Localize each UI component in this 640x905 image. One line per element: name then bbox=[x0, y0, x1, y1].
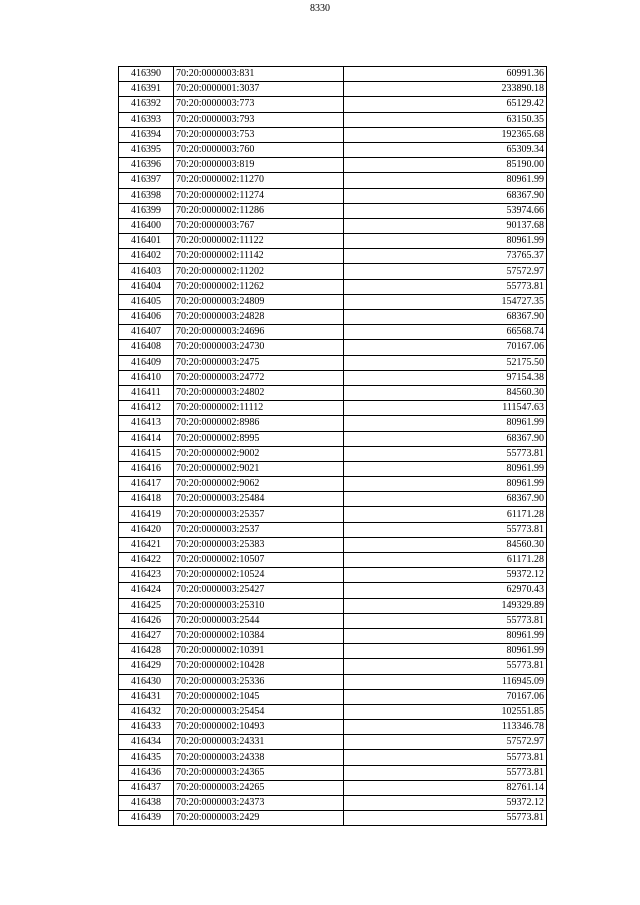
value-cell: 80961.99 bbox=[344, 461, 547, 476]
value-cell: 102551.85 bbox=[344, 704, 547, 719]
row-number-cell: 416433 bbox=[119, 720, 174, 735]
value-cell: 63150.35 bbox=[344, 112, 547, 127]
cadastral-number-cell: 70:20:0000002:11286 bbox=[174, 203, 344, 218]
cadastral-number-cell: 70:20:0000003:24802 bbox=[174, 385, 344, 400]
cadastral-number-cell: 70:20:0000002:1045 bbox=[174, 689, 344, 704]
value-cell: 59372.12 bbox=[344, 796, 547, 811]
row-number-cell: 416399 bbox=[119, 203, 174, 218]
cadastral-number-cell: 70:20:0000003:24331 bbox=[174, 735, 344, 750]
cadastral-number-cell: 70:20:0000003:24696 bbox=[174, 325, 344, 340]
row-number-cell: 416429 bbox=[119, 659, 174, 674]
row-number-cell: 416409 bbox=[119, 355, 174, 370]
row-number-cell: 416426 bbox=[119, 613, 174, 628]
table-row bbox=[119, 461, 547, 476]
cadastral-number-cell: 70:20:0000003:24365 bbox=[174, 765, 344, 780]
table-row bbox=[119, 583, 547, 598]
value-cell: 55773.81 bbox=[344, 765, 547, 780]
table-row bbox=[119, 249, 547, 264]
value-cell: 97154.38 bbox=[344, 370, 547, 385]
cadastral-number-cell: 70:20:0000002:10384 bbox=[174, 628, 344, 643]
cadastral-number-cell: 70:20:0000003:24828 bbox=[174, 310, 344, 325]
value-cell: 68367.90 bbox=[344, 492, 547, 507]
cadastral-number-cell: 70:20:0000001:3037 bbox=[174, 82, 344, 97]
table-row bbox=[119, 401, 547, 416]
value-cell: 233890.18 bbox=[344, 82, 547, 97]
value-cell: 84560.30 bbox=[344, 537, 547, 552]
row-number-cell: 416405 bbox=[119, 294, 174, 309]
cadastral-number-cell: 70:20:0000003:24265 bbox=[174, 780, 344, 795]
cadastral-number-cell: 70:20:0000002:11202 bbox=[174, 264, 344, 279]
cadastral-number-cell: 70:20:0000002:9021 bbox=[174, 461, 344, 476]
table-row bbox=[119, 97, 547, 112]
cadastral-number-cell: 70:20:0000003:773 bbox=[174, 97, 344, 112]
table-row bbox=[119, 82, 547, 97]
table-row bbox=[119, 704, 547, 719]
cadastral-number-cell: 70:20:0000002:8995 bbox=[174, 431, 344, 446]
table-row bbox=[119, 325, 547, 340]
table-row bbox=[119, 492, 547, 507]
cadastral-number-cell: 70:20:0000002:10391 bbox=[174, 644, 344, 659]
row-number-cell: 416420 bbox=[119, 522, 174, 537]
cadastral-number-cell: 70:20:0000002:10524 bbox=[174, 568, 344, 583]
table-row bbox=[119, 765, 547, 780]
table-row bbox=[119, 720, 547, 735]
cadastral-number-cell: 70:20:0000003:25427 bbox=[174, 583, 344, 598]
value-cell: 57572.97 bbox=[344, 735, 547, 750]
table-row bbox=[119, 142, 547, 157]
table-row bbox=[119, 811, 547, 826]
cadastral-number-cell: 70:20:0000003:2537 bbox=[174, 522, 344, 537]
row-number-cell: 416417 bbox=[119, 477, 174, 492]
cadastral-number-cell: 70:20:0000002:10493 bbox=[174, 720, 344, 735]
value-cell: 61171.28 bbox=[344, 507, 547, 522]
value-cell: 55773.81 bbox=[344, 279, 547, 294]
row-number-cell: 416403 bbox=[119, 264, 174, 279]
value-cell: 55773.81 bbox=[344, 659, 547, 674]
row-number-cell: 416393 bbox=[119, 112, 174, 127]
page-number: 8330 bbox=[310, 3, 330, 14]
cadastral-number-cell: 70:20:0000002:11122 bbox=[174, 234, 344, 249]
cadastral-number-cell: 70:20:0000003:2544 bbox=[174, 613, 344, 628]
row-number-cell: 416434 bbox=[119, 735, 174, 750]
cadastral-number-cell: 70:20:0000003:24373 bbox=[174, 796, 344, 811]
row-number-cell: 416418 bbox=[119, 492, 174, 507]
cadastral-number-cell: 70:20:0000002:11270 bbox=[174, 173, 344, 188]
cadastral-number-cell: 70:20:0000003:767 bbox=[174, 218, 344, 233]
row-number-cell: 416411 bbox=[119, 385, 174, 400]
table-row bbox=[119, 613, 547, 628]
cadastral-number-cell: 70:20:0000003:760 bbox=[174, 142, 344, 157]
cadastral-number-cell: 70:20:0000003:793 bbox=[174, 112, 344, 127]
value-cell: 55773.81 bbox=[344, 613, 547, 628]
cadastral-number-cell: 70:20:0000003:25484 bbox=[174, 492, 344, 507]
table-row bbox=[119, 689, 547, 704]
table-row bbox=[119, 553, 547, 568]
table-row bbox=[119, 355, 547, 370]
row-number-cell: 416423 bbox=[119, 568, 174, 583]
table-row bbox=[119, 750, 547, 765]
cadastral-number-cell: 70:20:0000002:11112 bbox=[174, 401, 344, 416]
table-row bbox=[119, 203, 547, 218]
cadastral-number-cell: 70:20:0000003:25383 bbox=[174, 537, 344, 552]
table-row bbox=[119, 674, 547, 689]
row-number-cell: 416394 bbox=[119, 127, 174, 142]
value-cell: 80961.99 bbox=[344, 644, 547, 659]
row-number-cell: 416415 bbox=[119, 446, 174, 461]
cadastral-number-cell: 70:20:0000002:9062 bbox=[174, 477, 344, 492]
row-number-cell: 416391 bbox=[119, 82, 174, 97]
value-cell: 70167.06 bbox=[344, 689, 547, 704]
row-number-cell: 416439 bbox=[119, 811, 174, 826]
row-number-cell: 416414 bbox=[119, 431, 174, 446]
table-row bbox=[119, 628, 547, 643]
table-row bbox=[119, 522, 547, 537]
cadastral-number-cell: 70:20:0000003:25454 bbox=[174, 704, 344, 719]
table-row bbox=[119, 735, 547, 750]
value-cell: 59372.12 bbox=[344, 568, 547, 583]
cadastral-number-cell: 70:20:0000003:24809 bbox=[174, 294, 344, 309]
row-number-cell: 416431 bbox=[119, 689, 174, 704]
table-row bbox=[119, 310, 547, 325]
table-row bbox=[119, 188, 547, 203]
row-number-cell: 416402 bbox=[119, 249, 174, 264]
cadastral-number-cell: 70:20:0000002:11142 bbox=[174, 249, 344, 264]
table-row bbox=[119, 598, 547, 613]
table-row bbox=[119, 158, 547, 173]
row-number-cell: 416412 bbox=[119, 401, 174, 416]
table-row bbox=[119, 537, 547, 552]
cadastral-number-cell: 70:20:0000003:25336 bbox=[174, 674, 344, 689]
value-cell: 68367.90 bbox=[344, 431, 547, 446]
table-row bbox=[119, 340, 547, 355]
row-number-cell: 416422 bbox=[119, 553, 174, 568]
row-number-cell: 416430 bbox=[119, 674, 174, 689]
table-row bbox=[119, 264, 547, 279]
row-number-cell: 416401 bbox=[119, 234, 174, 249]
table-row bbox=[119, 431, 547, 446]
value-cell: 61171.28 bbox=[344, 553, 547, 568]
cadastral-number-cell: 70:20:0000002:11274 bbox=[174, 188, 344, 203]
value-cell: 65309.34 bbox=[344, 142, 547, 157]
row-number-cell: 416396 bbox=[119, 158, 174, 173]
row-number-cell: 416421 bbox=[119, 537, 174, 552]
cadastral-number-cell: 70:20:0000003:2475 bbox=[174, 355, 344, 370]
value-cell: 116945.09 bbox=[344, 674, 547, 689]
value-cell: 80961.99 bbox=[344, 416, 547, 431]
cadastral-number-cell: 70:20:0000003:819 bbox=[174, 158, 344, 173]
value-cell: 80961.99 bbox=[344, 628, 547, 643]
table-row bbox=[119, 234, 547, 249]
value-cell: 90137.68 bbox=[344, 218, 547, 233]
row-number-cell: 416436 bbox=[119, 765, 174, 780]
value-cell: 111547.63 bbox=[344, 401, 547, 416]
row-number-cell: 416398 bbox=[119, 188, 174, 203]
value-cell: 57572.97 bbox=[344, 264, 547, 279]
table-row bbox=[119, 644, 547, 659]
value-cell: 113346.78 bbox=[344, 720, 547, 735]
table-row bbox=[119, 67, 547, 82]
table-row bbox=[119, 416, 547, 431]
value-cell: 60991.36 bbox=[344, 67, 547, 82]
table-row bbox=[119, 294, 547, 309]
row-number-cell: 416427 bbox=[119, 628, 174, 643]
row-number-cell: 416424 bbox=[119, 583, 174, 598]
cadastral-number-cell: 70:20:0000002:11262 bbox=[174, 279, 344, 294]
row-number-cell: 416397 bbox=[119, 173, 174, 188]
value-cell: 192365.68 bbox=[344, 127, 547, 142]
value-cell: 82761.14 bbox=[344, 780, 547, 795]
row-number-cell: 416408 bbox=[119, 340, 174, 355]
value-cell: 73765.37 bbox=[344, 249, 547, 264]
table-row bbox=[119, 218, 547, 233]
cadastral-number-cell: 70:20:0000002:8986 bbox=[174, 416, 344, 431]
cadastral-number-cell: 70:20:0000003:831 bbox=[174, 67, 344, 82]
row-number-cell: 416395 bbox=[119, 142, 174, 157]
row-number-cell: 416390 bbox=[119, 67, 174, 82]
table-row bbox=[119, 279, 547, 294]
cadastral-number-cell: 70:20:0000002:10507 bbox=[174, 553, 344, 568]
row-number-cell: 416400 bbox=[119, 218, 174, 233]
cadastral-number-cell: 70:20:0000002:10428 bbox=[174, 659, 344, 674]
value-cell: 55773.81 bbox=[344, 750, 547, 765]
table-row bbox=[119, 385, 547, 400]
cadastral-number-cell: 70:20:0000003:25310 bbox=[174, 598, 344, 613]
value-cell: 70167.06 bbox=[344, 340, 547, 355]
data-table bbox=[118, 66, 547, 826]
value-cell: 55773.81 bbox=[344, 446, 547, 461]
cadastral-number-cell: 70:20:0000003:753 bbox=[174, 127, 344, 142]
row-number-cell: 416432 bbox=[119, 704, 174, 719]
row-number-cell: 416435 bbox=[119, 750, 174, 765]
value-cell: 80961.99 bbox=[344, 173, 547, 188]
row-number-cell: 416410 bbox=[119, 370, 174, 385]
value-cell: 68367.90 bbox=[344, 310, 547, 325]
row-number-cell: 416419 bbox=[119, 507, 174, 522]
value-cell: 154727.35 bbox=[344, 294, 547, 309]
value-cell: 65129.42 bbox=[344, 97, 547, 112]
row-number-cell: 416416 bbox=[119, 461, 174, 476]
table-row bbox=[119, 127, 547, 142]
row-number-cell: 416407 bbox=[119, 325, 174, 340]
row-number-cell: 416437 bbox=[119, 780, 174, 795]
cadastral-number-cell: 70:20:0000003:24772 bbox=[174, 370, 344, 385]
value-cell: 85190.00 bbox=[344, 158, 547, 173]
table-row bbox=[119, 173, 547, 188]
table-row bbox=[119, 796, 547, 811]
value-cell: 52175.50 bbox=[344, 355, 547, 370]
value-cell: 149329.89 bbox=[344, 598, 547, 613]
value-cell: 84560.30 bbox=[344, 385, 547, 400]
value-cell: 62970.43 bbox=[344, 583, 547, 598]
value-cell: 68367.90 bbox=[344, 188, 547, 203]
row-number-cell: 416413 bbox=[119, 416, 174, 431]
row-number-cell: 416425 bbox=[119, 598, 174, 613]
cadastral-number-cell: 70:20:0000002:9002 bbox=[174, 446, 344, 461]
value-cell: 55773.81 bbox=[344, 522, 547, 537]
table-row bbox=[119, 112, 547, 127]
table-row bbox=[119, 477, 547, 492]
table-row bbox=[119, 780, 547, 795]
row-number-cell: 416428 bbox=[119, 644, 174, 659]
table-body bbox=[119, 67, 547, 826]
cadastral-number-cell: 70:20:0000003:2429 bbox=[174, 811, 344, 826]
table-row bbox=[119, 370, 547, 385]
value-cell: 55773.81 bbox=[344, 811, 547, 826]
cadastral-number-cell: 70:20:0000003:25357 bbox=[174, 507, 344, 522]
value-cell: 80961.99 bbox=[344, 477, 547, 492]
table-row bbox=[119, 446, 547, 461]
cadastral-number-cell: 70:20:0000003:24338 bbox=[174, 750, 344, 765]
cadastral-number-cell: 70:20:0000003:24730 bbox=[174, 340, 344, 355]
table-row bbox=[119, 568, 547, 583]
table-row bbox=[119, 507, 547, 522]
row-number-cell: 416438 bbox=[119, 796, 174, 811]
value-cell: 66568.74 bbox=[344, 325, 547, 340]
row-number-cell: 416406 bbox=[119, 310, 174, 325]
row-number-cell: 416392 bbox=[119, 97, 174, 112]
table-row bbox=[119, 659, 547, 674]
row-number-cell: 416404 bbox=[119, 279, 174, 294]
value-cell: 80961.99 bbox=[344, 234, 547, 249]
value-cell: 53974.66 bbox=[344, 203, 547, 218]
